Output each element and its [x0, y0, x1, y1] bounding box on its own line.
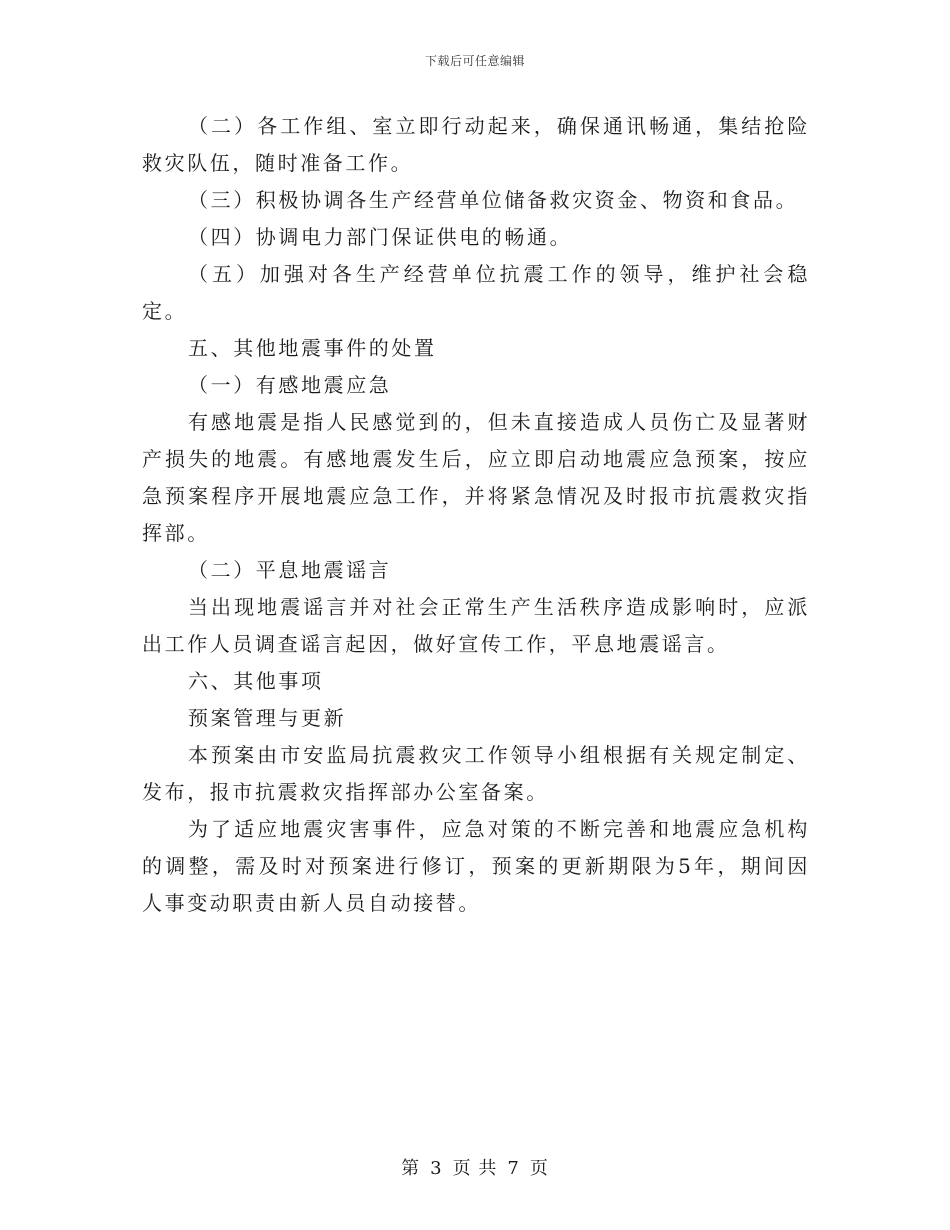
- page-label-prefix: 第: [401, 1158, 421, 1179]
- paragraph: （二）各工作组、室立即行动起来，确保通讯畅通，集结抢险救灾队伍，随时准备工作。: [142, 114, 810, 175]
- paragraph: （三）积极协调各生产经营单位储备救灾资金、物资和食品。: [188, 188, 799, 212]
- subsection-heading: 预案管理与更新: [188, 706, 347, 730]
- document-body: [142, 108, 810, 922]
- paragraph: 本预案由市安监局抗震救灾工作领导小组根据有关规定制定、发布，报市抗震救灾指挥部办公室备案。: [142, 743, 810, 804]
- section-heading: 六、其他事项: [188, 669, 324, 693]
- current-page-number: 3: [430, 1158, 443, 1179]
- paragraph: 有感地震是指人民感觉到的，但未直接造成人员伤亡及显著财产损失的地震。有感地震发生后，应立即启动地震应急预案，按应急预案程序开展地震应急工作，并将紧急情况及时报市抗震救灾指挥部。: [142, 410, 810, 545]
- page-label-mid: 页 共: [452, 1158, 498, 1179]
- subsection-heading: （一）有感地震应急: [188, 373, 392, 397]
- section-heading: 五、其他地震事件的处置: [188, 336, 437, 360]
- paragraph: （五）加强对各生产经营单位抗震工作的领导，维护社会稳定。: [142, 262, 810, 323]
- header-note: 下载后可任意编辑: [424, 54, 525, 68]
- subsection-heading: （二）平息地震谣言: [188, 558, 392, 582]
- paragraph: 为了适应地震灾害事件，应急对策的不断完善和地震应急机构的调整，需及时对预案进行修订，预案的更新期限为5年，期间因人事变动职责由新人员自动接替。: [142, 817, 810, 915]
- page-number-footer: [0, 1154, 950, 1180]
- paragraph: （四）协调电力部门保证供电的畅通。: [188, 225, 573, 249]
- page-label-suffix: 页: [529, 1158, 549, 1179]
- total-pages-number: 7: [507, 1158, 520, 1179]
- paragraph: 当出现地震谣言并对社会正常生产生活秩序造成影响时，应派出工作人员调查谣言起因，做好宣传工作，平息地震谣言。: [142, 595, 810, 656]
